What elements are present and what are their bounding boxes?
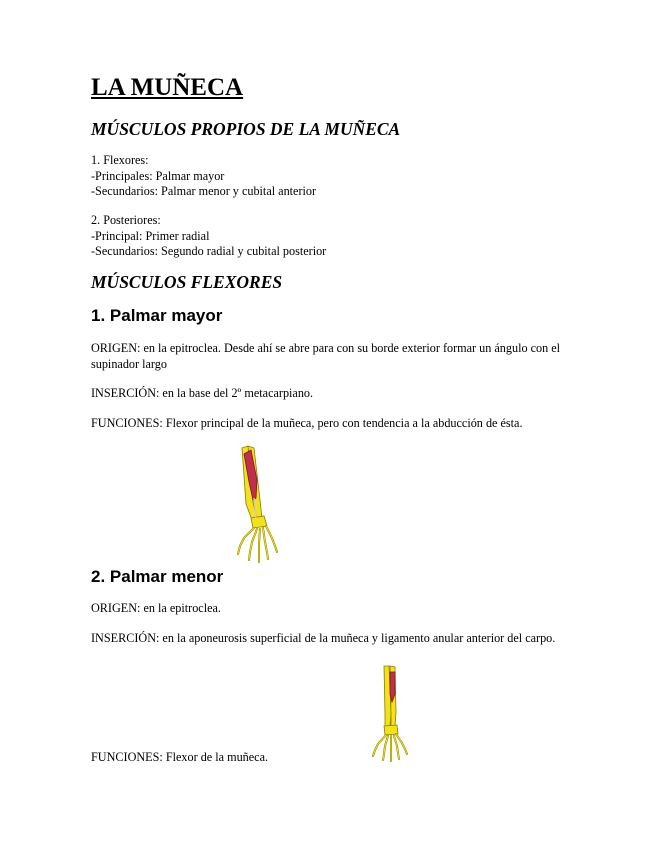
- flexores-line-2: -Principales: Palmar mayor: [91, 168, 225, 183]
- posteriores-line-2: -Principal: Primer radial: [91, 228, 210, 243]
- palmar-mayor-insercion: INSERCIÓN: en la base del 2º metacarpiano.: [91, 386, 314, 400]
- palmar-menor-origen: ORIGEN: en la epitroclea.: [91, 601, 221, 615]
- flexores-line-1: 1. Flexores:: [91, 153, 149, 167]
- palmar-mayor-origen: ORIGEN: en la epitroclea. Desde ahí se abre para con su borde exterior formar un ángulo con el supinador largo: [91, 341, 561, 371]
- heading-palmar-mayor: 1. Palmar mayor: [91, 306, 223, 325]
- palmar-menor-illustration: [370, 664, 412, 762]
- flexores-line-3: -Secundarios: Palmar menor y cubital anterior: [91, 184, 317, 198]
- palmar-menor-insercion: INSERCIÓN: en la aponeurosis superficial de la muñeca y ligamento anular anterior del carpo.: [91, 631, 556, 645]
- heading-musculos-propios: MÚSCULOS PROPIOS DE LA MUÑECA: [91, 119, 401, 139]
- palmar-mayor-illustration: [234, 442, 284, 564]
- heading-musculos-flexores: MÚSCULOS FLEXORES: [91, 272, 283, 292]
- posteriores-list: [91, 213, 326, 260]
- hand-bones-fill: [238, 526, 277, 562]
- hand-bones: [238, 526, 277, 562]
- posteriores-line-1: 2. Posteriores:: [91, 213, 161, 227]
- flexores-list: [91, 153, 316, 200]
- heading-palmar-menor: 2. Palmar menor: [91, 567, 224, 586]
- page-title: LA MUÑECA: [91, 74, 244, 101]
- palmar-mayor-funciones: FUNCIONES: Flexor principal de la muñeca, pero con tendencia a la abducción de ésta.: [91, 416, 523, 430]
- palmar-menor-funciones: FUNCIONES: Flexor de la muñeca.: [91, 750, 269, 764]
- hand-bones: [373, 734, 407, 761]
- posteriores-line-3: -Secundarios: Segundo radial y cubital posterior: [91, 244, 327, 258]
